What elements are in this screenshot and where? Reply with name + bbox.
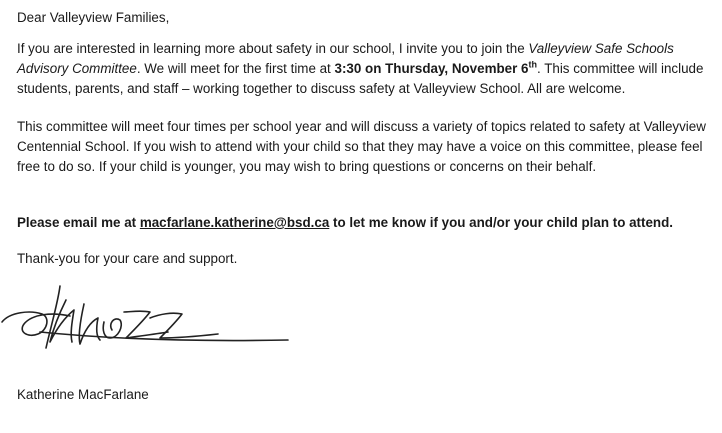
signature-image	[0, 282, 300, 362]
signer-name: Katherine MacFarlane	[17, 387, 149, 402]
invitation-text-b: . We will meet for the first time at	[136, 61, 335, 76]
rsvp-paragraph	[17, 213, 707, 233]
meeting-date-ordinal: th	[528, 59, 537, 70]
committee-details-paragraph: This committee will meet four times per school year and will discuss a variety of topics related to safety at Valleyview Centennial School. If you wish to attend with your child so that they may have a voice on this committee, please feel free to do so. If your child is younger, you may wish to bring questions or concerns on their behalf.	[17, 119, 706, 174]
letter-greeting: Dear Valleyview Families,	[17, 10, 170, 25]
meeting-time	[335, 61, 537, 76]
invitation-text-c: . This committee will include students, parents, and staff – working together to discuss safety at Valleyview School. All are welcome.	[17, 61, 704, 96]
rsvp-text-a: Please email me at	[17, 215, 140, 230]
invitation-paragraph	[17, 39, 707, 99]
invitation-text-a: If you are interested in learning more about safety in our school, I invite you to join the	[17, 41, 529, 56]
closing-line: Thank-you for your care and support.	[17, 251, 238, 266]
meeting-date: 3:30 on Thursday, November 6	[334, 61, 529, 76]
committee-name: Valleyview Safe Schools Advisory Committee	[17, 41, 674, 76]
email-link[interactable]: macfarlane.katherine@bsd.ca	[139, 215, 330, 230]
rsvp-text-b: to let me know if you and/or your child plan to attend.	[329, 215, 673, 230]
